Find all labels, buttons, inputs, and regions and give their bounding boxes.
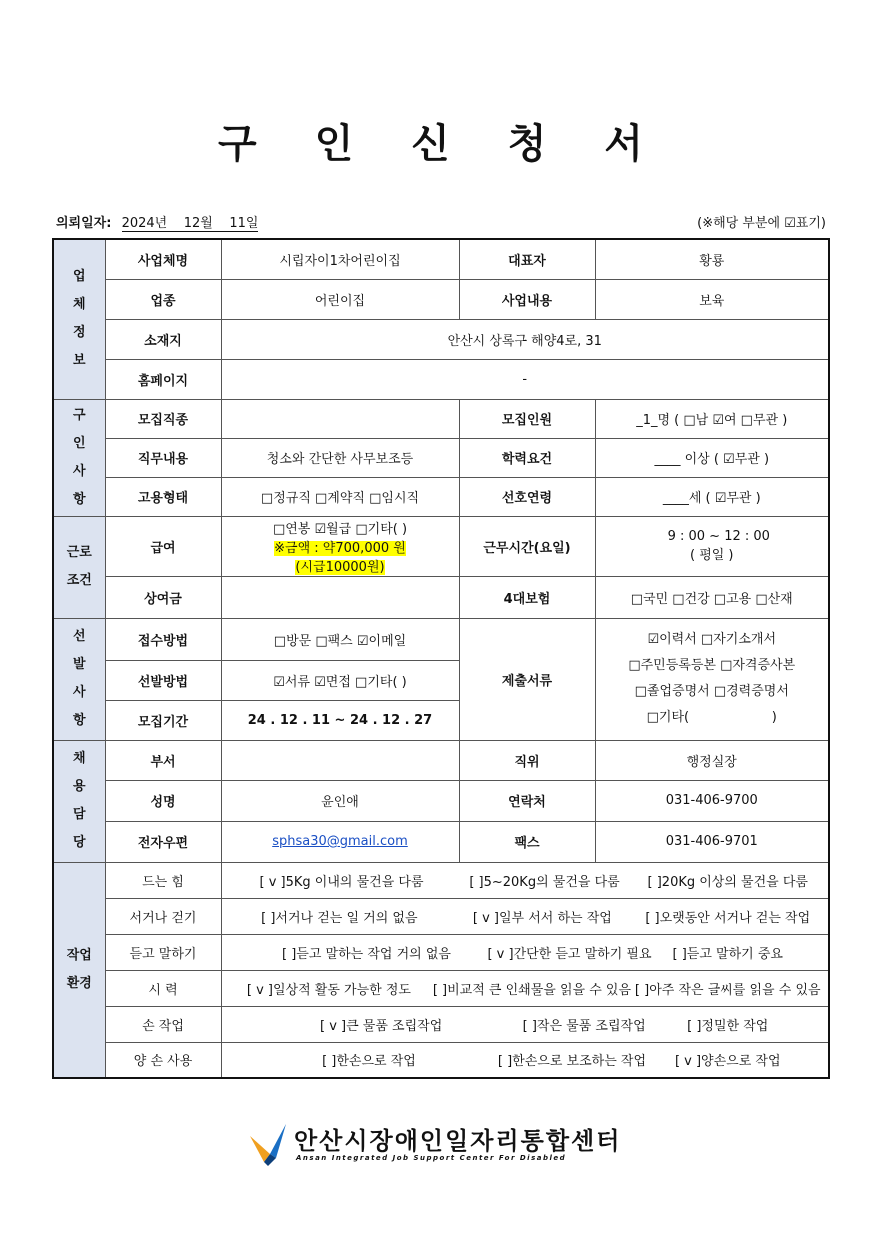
document-title: 구 인 신 청 서 (218, 121, 665, 167)
center-logo-icon (246, 1118, 292, 1168)
env-options (221, 1042, 829, 1078)
email-link[interactable]: sphsa30@gmail.com (272, 834, 408, 849)
env-option: [ ]오랫동안 서거나 걷는 작업 (645, 910, 811, 926)
representative-value: 황룡 (595, 239, 829, 279)
industry-label: 업종 (105, 279, 221, 319)
env-option: [ ]아주 작은 글씨를 읽을 수 있음 (634, 982, 821, 998)
receipt-method-value: □방문 □팩스 ☑이메일 (221, 618, 459, 660)
preferred-age-value: ____세 ( ☑무관 ) (595, 477, 829, 516)
department-label: 부서 (105, 740, 221, 780)
education-label: 학력요건 (459, 438, 595, 477)
env-option: [ v ]일부 서서 하는 작업 (472, 910, 612, 926)
checkbox-note: (※해당 부분에 ☑표기) (697, 216, 826, 231)
address-value: 안산시 상록구 해양4로, 31 (221, 319, 829, 359)
business-name-label: 사업체명 (105, 239, 221, 279)
position-value: 행정실장 (595, 740, 829, 780)
work-hours-value (595, 516, 829, 576)
env-options (221, 898, 829, 934)
request-date-value: 2024년 12월 11일 (122, 212, 259, 232)
section-business: 업 체 정 보 (53, 239, 105, 399)
email-value (221, 821, 459, 862)
homepage-value: - (221, 359, 829, 399)
env-option: [ ]서거나 걷는 일 거의 없음 (261, 910, 418, 926)
insurance-label: 4대보험 (459, 576, 595, 618)
selection-method-label: 선발방법 (105, 660, 221, 700)
documents-line: □주민등록등본 □자격증사본 (628, 658, 796, 673)
bonus-label: 상여금 (105, 576, 221, 618)
env-label: 드는 힘 (105, 862, 221, 898)
insurance-value: □국민 □건강 □고용 □산재 (595, 576, 829, 618)
representative-label: 대표자 (459, 239, 595, 279)
job-type-value (221, 399, 459, 438)
documents-line: ☑이력서 □자기소개서 (647, 632, 777, 647)
business-content-value: 보육 (595, 279, 829, 319)
bonus-value (221, 576, 459, 618)
recruit-period-value: 24 . 12 . 11 ~ 24 . 12 . 27 (221, 700, 459, 740)
contact-name-value: 윤인애 (221, 780, 459, 821)
documents-label: 제출서류 (459, 618, 595, 740)
env-option: [ ]5~20Kg의 물건을 다룸 (469, 874, 620, 890)
business-name-value: 시립자이1차어린이집 (221, 239, 459, 279)
env-label: 서거나 걷기 (105, 898, 221, 934)
homepage-label: 홈페이지 (105, 359, 221, 399)
pay-hourly: (시급10000원) (295, 559, 385, 575)
duty-value: 청소와 간단한 사무보조등 (221, 438, 459, 477)
request-date-label: 의뢰일자: (56, 216, 112, 231)
position-label: 직위 (459, 740, 595, 780)
headcount-value: _1_명 ( □남 ☑여 □무관 ) (595, 399, 829, 438)
work-hours-label: 근무시간(요일) (459, 516, 595, 576)
industry-value: 어린이집 (221, 279, 459, 319)
contact-name-label: 성명 (105, 780, 221, 821)
documents-line: □기타( ) (646, 710, 777, 725)
center-logo-name: 안산시장애인일자리통합센터 (294, 1127, 622, 1155)
env-label: 손 작업 (105, 1006, 221, 1042)
env-option: [ ]듣고 말하는 작업 거의 없음 (282, 946, 451, 962)
section-selection: 선 발 사 항 (53, 618, 105, 740)
business-content-label: 사업내용 (459, 279, 595, 319)
env-option: [ v ]5Kg 이내의 물건을 다룸 (259, 874, 424, 890)
job-request-form (52, 238, 830, 1079)
env-option: [ ]정밀한 작업 (687, 1018, 769, 1034)
section-environment: 작업 환경 (53, 862, 105, 1078)
env-options (221, 934, 829, 970)
env-options (221, 970, 829, 1006)
fax-value: 031-406-9701 (595, 821, 829, 862)
pay-amount: ※금액 : 약700,000 원 (274, 540, 406, 556)
section-job: 구 인 사 항 (53, 399, 105, 516)
education-value: ____ 이상 ( ☑무관 ) (595, 438, 829, 477)
section-work: 근로 조건 (53, 516, 105, 618)
work-hours-time: 9 : 00 ~ 12 : 00 (667, 529, 770, 544)
pay-options: □연봉 ☑월급 □기타( ) (272, 521, 408, 537)
env-label: 시 력 (105, 970, 221, 1006)
env-label: 양 손 사용 (105, 1042, 221, 1078)
phone-label: 연락처 (459, 780, 595, 821)
fax-label: 팩스 (459, 821, 595, 862)
env-option: [ ]한손으로 보조하는 작업 (497, 1054, 647, 1070)
selection-method-value: ☑서류 ☑면접 □기타( ) (221, 660, 459, 700)
env-option: [ v ]양손으로 작업 (674, 1054, 781, 1070)
headcount-label: 모집인원 (459, 399, 595, 438)
env-options (221, 862, 829, 898)
pay-value (221, 516, 459, 576)
env-option: [ ]작은 물품 조립작업 (522, 1018, 646, 1034)
env-option: [ ]비교적 큰 인쇄물을 읽을 수 있음 (432, 982, 632, 998)
recruit-period-label: 모집기간 (105, 700, 221, 740)
pay-label: 급여 (105, 516, 221, 576)
email-label: 전자우편 (105, 821, 221, 862)
documents-value (595, 618, 829, 740)
env-option: [ v ]큰 물품 조립작업 (320, 1018, 443, 1034)
job-type-label: 모집직종 (105, 399, 221, 438)
duty-label: 직무내용 (105, 438, 221, 477)
env-option: [ ]듣고 말하기 중요 (672, 946, 783, 962)
center-logo-english: Ansan Integrated Job Support Center For Disabled (296, 1154, 567, 1162)
phone-value: 031-406-9700 (595, 780, 829, 821)
env-option: [ ]20Kg 이상의 물건을 다룸 (647, 874, 808, 890)
preferred-age-label: 선호연령 (459, 477, 595, 516)
env-label: 듣고 말하기 (105, 934, 221, 970)
request-date-line (56, 212, 826, 234)
receipt-method-label: 접수방법 (105, 618, 221, 660)
section-contact: 채 용 담 당 (53, 740, 105, 862)
documents-line: □졸업증명서 □경력증명서 (634, 684, 789, 699)
env-option: [ v ]간단한 듣고 말하기 필요 (487, 946, 652, 962)
employment-type-value: □정규직 □계약직 □임시직 (221, 477, 459, 516)
env-option: [ v ]일상적 활동 가능한 정도 (246, 982, 411, 998)
address-label: 소재지 (105, 319, 221, 359)
work-days: ( 평일 ) (689, 548, 734, 563)
env-options (221, 1006, 829, 1042)
env-option: [ ]한손으로 작업 (322, 1054, 416, 1070)
department-value (221, 740, 459, 780)
employment-type-label: 고용형태 (105, 477, 221, 516)
center-logo (246, 1118, 626, 1168)
